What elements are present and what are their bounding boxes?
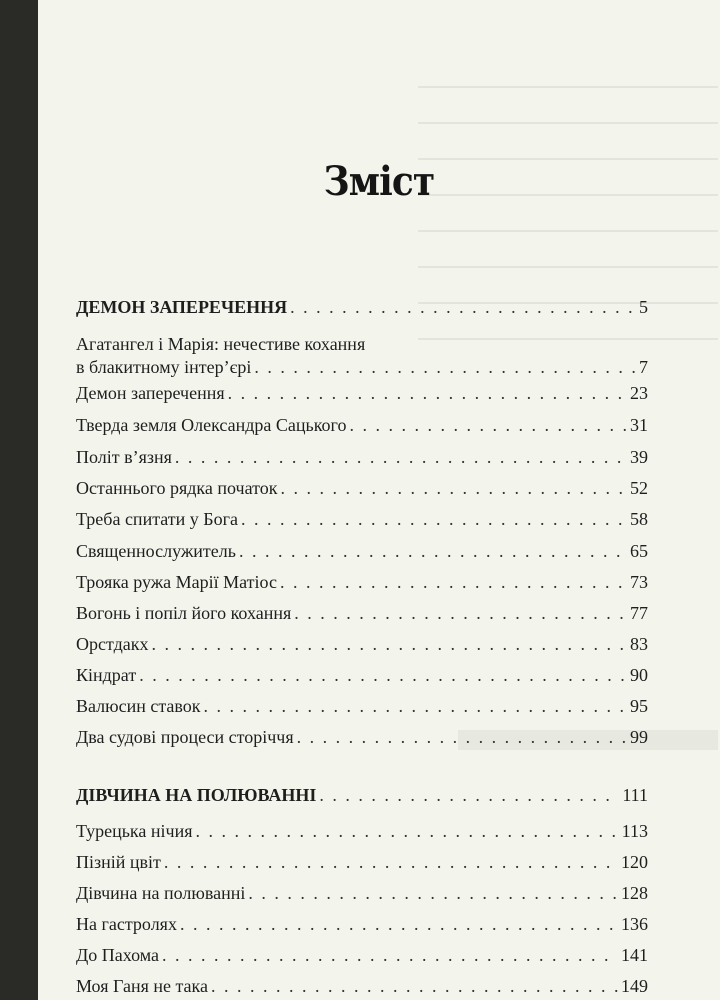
toc-entry: [76, 975, 648, 997]
dot-leader: [211, 975, 618, 997]
entry-title: Демон заперечення: [76, 383, 225, 403]
toc-entry: [76, 356, 648, 378]
page-number: 39: [630, 447, 648, 467]
page-number: 5: [639, 297, 648, 317]
entry-title: Два судові процеси сторіччя: [76, 727, 294, 747]
entry-title: Політ в’язня: [76, 447, 172, 467]
section-title: ДІВЧИНА НА ПОЛЮВАННІ: [76, 785, 317, 805]
page-number: 141: [621, 945, 648, 965]
dot-leader: [152, 633, 627, 655]
entry-title: Турецька нічия: [76, 821, 193, 841]
dot-leader: [294, 602, 627, 624]
page-number: 136: [621, 914, 648, 934]
page-number: 65: [630, 541, 648, 561]
entry-title: На гастролях: [76, 914, 177, 934]
entry-title: Кіндрат: [76, 665, 137, 685]
entry-title: Священнослужитель: [76, 541, 236, 561]
page-number: 7: [639, 357, 648, 377]
toc-entry: [76, 446, 648, 468]
page-number: 95: [630, 696, 648, 716]
entry-title: Вогонь і попіл його кохання: [76, 603, 292, 623]
toc-entry: [76, 944, 648, 966]
entry-title: в блакитному інтер’єрі: [76, 357, 252, 377]
dot-leader: [350, 414, 628, 436]
page-number: 58: [630, 509, 648, 529]
page-number: 149: [621, 976, 648, 996]
dot-leader: [319, 784, 619, 806]
entry-title: Тверда земля Олександра Сацького: [76, 415, 347, 435]
dot-leader: [164, 851, 618, 873]
toc-entry: [76, 820, 648, 842]
entry-title: Пізній цвіт: [76, 852, 161, 872]
dot-leader: [175, 446, 627, 468]
toc-entry: [76, 540, 648, 562]
toc-entry: [76, 508, 648, 530]
toc-entry-title-line1: Агатангел і Марія: нечестиве кохання: [76, 334, 366, 354]
toc-entry: [76, 913, 648, 935]
page-number: 73: [630, 572, 648, 592]
toc-entry: [76, 633, 648, 655]
page-number: 77: [630, 603, 648, 623]
page-number: 120: [621, 852, 648, 872]
page-number: 31: [630, 415, 648, 435]
dot-leader: [280, 571, 627, 593]
entry-title: Трояка ружа Марії Матіос: [76, 572, 277, 592]
dot-leader: [248, 882, 618, 904]
dot-leader: [254, 356, 636, 378]
dot-leader: [241, 508, 627, 530]
toc-entry: [76, 382, 648, 404]
dot-leader: [180, 913, 618, 935]
dot-leader: [281, 477, 628, 499]
page-title: Зміст: [323, 158, 435, 205]
toc-entry: [76, 571, 648, 593]
page-number: 111: [622, 785, 648, 805]
toc-entry: [76, 726, 648, 748]
page-number: 83: [630, 634, 648, 654]
dot-leader: [297, 726, 627, 748]
dot-leader: [290, 296, 636, 318]
toc-section-heading: [76, 296, 648, 318]
page-number: 90: [630, 665, 648, 685]
toc-entry: [76, 882, 648, 904]
toc-entry: [76, 695, 648, 717]
dot-leader: [139, 664, 627, 686]
toc-entry: [76, 477, 648, 499]
entry-title: Валюсин ставок: [76, 696, 201, 716]
toc-entry: [76, 602, 648, 624]
toc-entry: [76, 851, 648, 873]
entry-title: Останнього рядка початок: [76, 478, 278, 498]
dot-leader: [239, 540, 627, 562]
entry-title: Орстдакх: [76, 634, 149, 654]
dot-leader: [228, 382, 627, 404]
entry-title: До Пахома: [76, 945, 159, 965]
page-number: 128: [621, 883, 648, 903]
toc-section-heading: [76, 784, 648, 806]
page-number: 52: [630, 478, 648, 498]
toc-entry: [76, 414, 648, 436]
page-number: 113: [621, 821, 648, 841]
page-number: 23: [630, 383, 648, 403]
page-number: 99: [630, 727, 648, 747]
entry-title: Моя Ганя не така: [76, 976, 209, 996]
entry-title: Дівчина на полюванні: [76, 883, 246, 903]
dot-leader: [162, 944, 618, 966]
dot-leader: [196, 820, 619, 842]
book-page: [38, 0, 720, 1000]
entry-title: Треба спитати у Бога: [76, 509, 239, 529]
section-title: ДЕМОН ЗАПЕРЕЧЕННЯ: [76, 297, 288, 317]
toc-entry: [76, 664, 648, 686]
dot-leader: [204, 695, 627, 717]
